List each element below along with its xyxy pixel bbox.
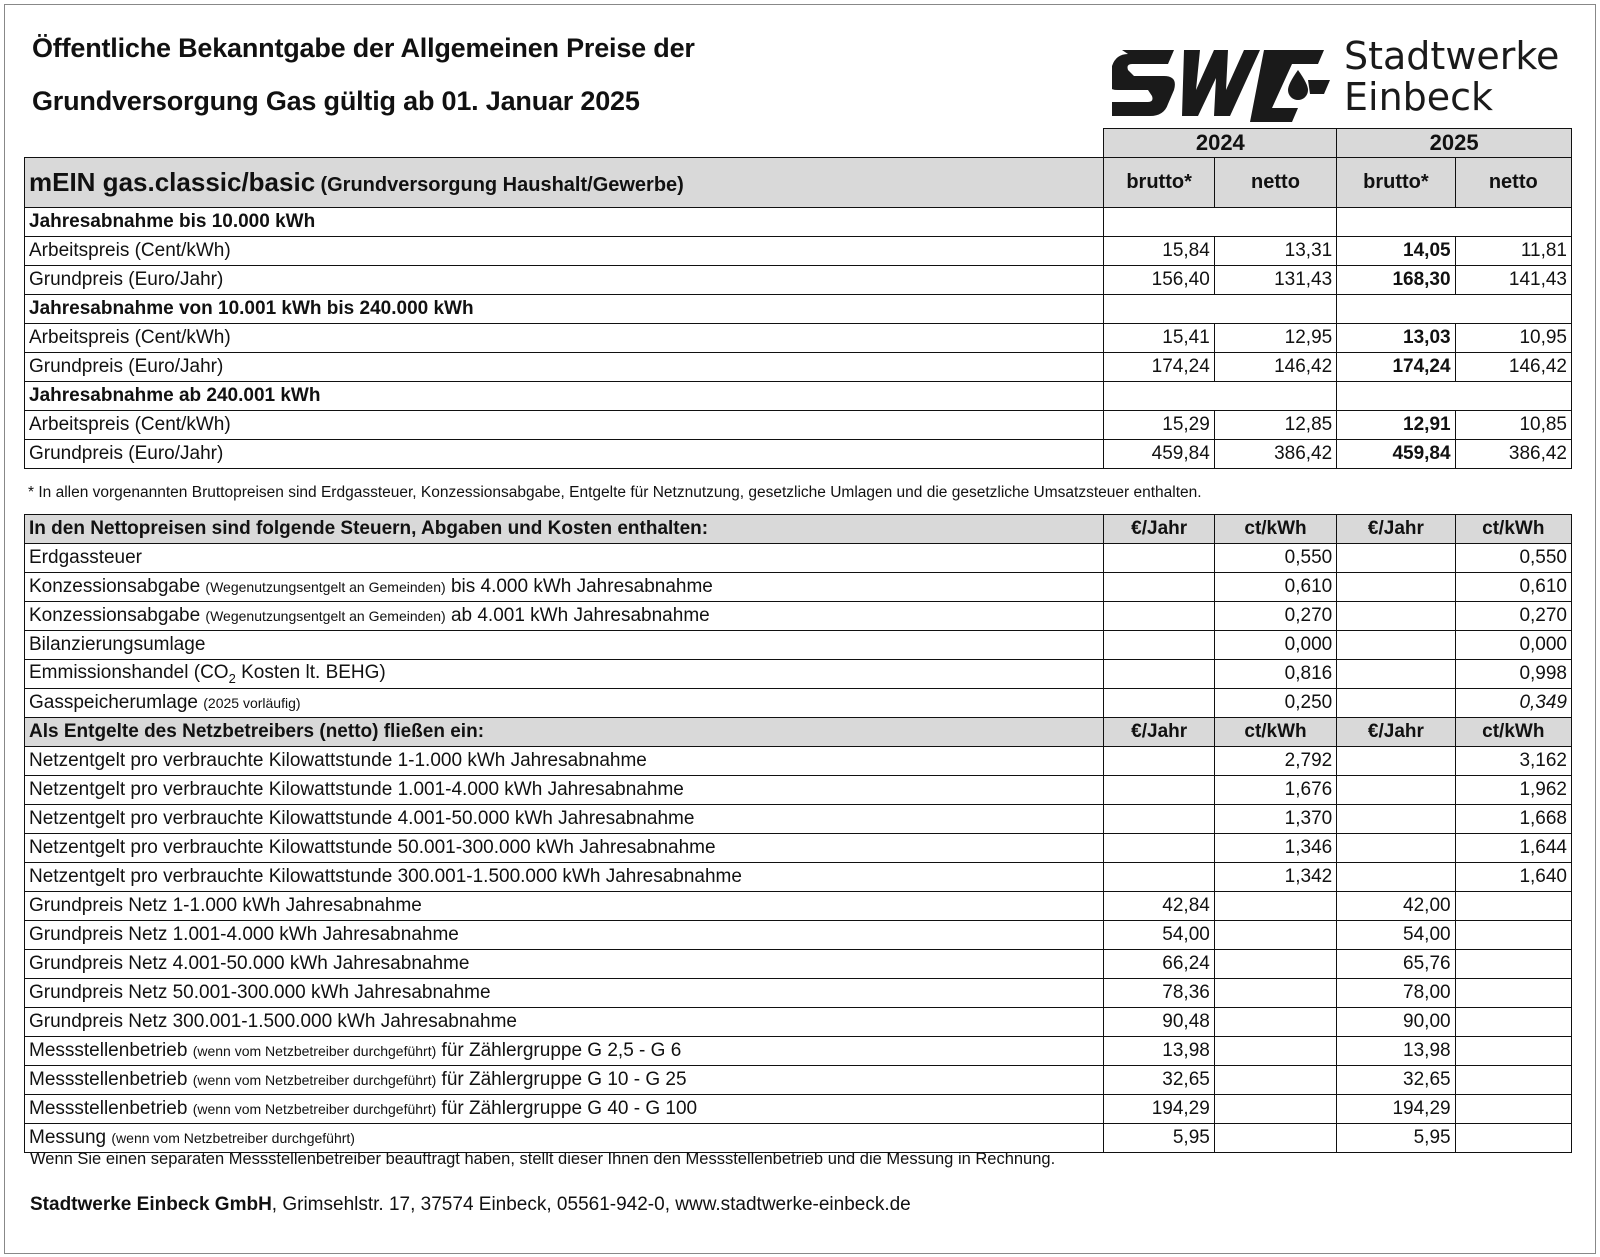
row-label-rest: Kosten lt. BEHG) <box>235 662 386 684</box>
row-label: Grundpreis Netz 1-1.000 kWh Jahresabnahme <box>25 892 1104 921</box>
eur-2024-value <box>1104 805 1214 834</box>
ct-2025-value: 1,640 <box>1455 863 1571 892</box>
col-ct-kwh-2024: ct/kWh <box>1214 515 1336 544</box>
netto-2024-value: 12,95 <box>1214 324 1336 353</box>
row-label-suffix: für Zählergruppe G 2,5 - G 6 <box>441 1040 682 1061</box>
col-ct-kwh-2024: ct/kWh <box>1214 718 1336 747</box>
table-row <box>25 1008 1572 1037</box>
page-title-line1: Öffentliche Bekanntgabe der Allgemeinen Preise der <box>32 33 695 63</box>
row-label: Grundpreis (Euro/Jahr) <box>25 353 1104 382</box>
table-row <box>25 747 1572 776</box>
brutto-2024-value: 15,84 <box>1104 237 1214 266</box>
netto-2025-value: 11,81 <box>1455 237 1571 266</box>
ct-2024-value <box>1214 1008 1336 1037</box>
eur-2024-value <box>1104 747 1214 776</box>
col-netto-2025: netto <box>1455 158 1571 208</box>
logo-word-1: Stadtwerke <box>1344 34 1560 78</box>
row-label-main: Messstellenbetrieb <box>29 1098 188 1119</box>
eur-2025-value <box>1337 863 1455 892</box>
year-2025-header: 2025 <box>1337 129 1572 158</box>
ct-2024-value: 0,610 <box>1214 573 1336 602</box>
table-row <box>25 950 1572 979</box>
row-label-note: (wenn vom Netzbetreiber durchgeführt) <box>192 1101 437 1117</box>
eur-2025-value: 5,95 <box>1337 1124 1455 1153</box>
row-label-note: (wenn vom Netzbetreiber durchgeführt) <box>192 1043 437 1059</box>
eur-2025-value <box>1337 805 1455 834</box>
section-heading: Jahresabnahme bis 10.000 kWh <box>25 208 1104 237</box>
table-row <box>25 324 1572 353</box>
product-name: mEIN gas.classic/basic <box>29 167 316 197</box>
row-label <box>25 1124 1104 1153</box>
row-label: Grundpreis Netz 300.001-1.500.000 kWh Jahresabnahme <box>25 1008 1104 1037</box>
row-label: Grundpreis Netz 4.001-50.000 kWh Jahresabnahme <box>25 950 1104 979</box>
table-row <box>25 440 1572 469</box>
brutto-2025-value: 174,24 <box>1337 353 1455 382</box>
ct-2025-value: 1,962 <box>1455 776 1571 805</box>
eur-2025-value <box>1337 689 1455 718</box>
price-table <box>24 128 1572 469</box>
eur-2024-value: 5,95 <box>1104 1124 1214 1153</box>
table-row <box>25 689 1572 718</box>
row-label-main: Gasspeicherumlage <box>29 692 198 713</box>
section-spacer-2025 <box>1337 382 1572 411</box>
ct-2025-value <box>1455 950 1571 979</box>
ct-2024-value <box>1214 979 1336 1008</box>
eur-2024-value <box>1104 660 1214 689</box>
brutto-2024-value: 156,40 <box>1104 266 1214 295</box>
ct-2024-value: 1,346 <box>1214 834 1336 863</box>
brutto-2025-value: 13,03 <box>1337 324 1455 353</box>
ct-2025-value: 1,668 <box>1455 805 1571 834</box>
eur-2025-value <box>1337 631 1455 660</box>
row-label-note: (Wegenutzungsentgelt an Gemeinden) <box>205 608 446 624</box>
row-label <box>25 544 1104 573</box>
ct-2024-value <box>1214 1066 1336 1095</box>
section-header-row <box>25 515 1572 544</box>
eur-2024-value: 42,84 <box>1104 892 1214 921</box>
swe-logo-mark <box>1112 40 1332 122</box>
ct-2024-value <box>1214 1095 1336 1124</box>
table-row <box>25 266 1572 295</box>
section-header-label: Als Entgelte des Netzbetreibers (netto) fließen ein: <box>25 718 1104 747</box>
row-label: Arbeitspreis (Cent/kWh) <box>25 237 1104 266</box>
table-row <box>25 921 1572 950</box>
brutto-2024-value: 15,41 <box>1104 324 1214 353</box>
ct-2025-value <box>1455 1037 1571 1066</box>
row-label <box>25 689 1104 718</box>
row-label <box>25 1066 1104 1095</box>
ct-2025-value <box>1455 979 1571 1008</box>
product-subtitle: (Grundversorgung Haushalt/Gewerbe) <box>320 174 684 196</box>
brutto-2024-value: 15,29 <box>1104 411 1214 440</box>
ct-2025-value <box>1455 1008 1571 1037</box>
eur-2025-value <box>1337 660 1455 689</box>
brutto-2024-value: 459,84 <box>1104 440 1214 469</box>
row-label-suffix: bis 4.000 kWh Jahresabnahme <box>450 576 713 597</box>
netto-2025-value: 146,42 <box>1455 353 1571 382</box>
col-netto-2024: netto <box>1214 158 1336 208</box>
row-label-note: (2025 vorläufig) <box>203 695 301 711</box>
ct-2024-value: 1,370 <box>1214 805 1336 834</box>
eur-2024-value <box>1104 689 1214 718</box>
eur-2025-value <box>1337 602 1455 631</box>
col-brutto-2025: brutto* <box>1337 158 1455 208</box>
brutto-2024-value: 174,24 <box>1104 353 1214 382</box>
ct-2025-value: 3,162 <box>1455 747 1571 776</box>
eur-2025-value: 32,65 <box>1337 1066 1455 1095</box>
ct-2025-value: 0,550 <box>1455 544 1571 573</box>
eur-2025-value: 54,00 <box>1337 921 1455 950</box>
row-label: Arbeitspreis (Cent/kWh) <box>25 324 1104 353</box>
table-row <box>25 1095 1572 1124</box>
row-label-note: (wenn vom Netzbetreiber durchgeführt) <box>111 1130 355 1146</box>
eur-2024-value: 13,98 <box>1104 1037 1214 1066</box>
eur-2024-value <box>1104 631 1214 660</box>
ct-2025-value: 0,998 <box>1455 660 1571 689</box>
ct-2025-value <box>1455 1066 1571 1095</box>
row-label: Grundpreis Netz 50.001-300.000 kWh Jahresabnahme <box>25 979 1104 1008</box>
section-header-row <box>25 718 1572 747</box>
eur-2024-value: 54,00 <box>1104 921 1214 950</box>
netto-2025-value: 141,43 <box>1455 266 1571 295</box>
ct-2025-value <box>1455 892 1571 921</box>
eur-2025-value: 90,00 <box>1337 1008 1455 1037</box>
section-spacer-2024 <box>1104 295 1337 324</box>
ct-2024-value <box>1214 950 1336 979</box>
section-spacer-2025 <box>1337 295 1572 324</box>
eur-2024-value <box>1104 776 1214 805</box>
col-eur-year-2025: €/Jahr <box>1337 718 1455 747</box>
eur-2024-value <box>1104 573 1214 602</box>
eur-2024-value <box>1104 602 1214 631</box>
row-label-main: Konzessionsabgabe <box>29 576 201 597</box>
logo-wordmark <box>1344 36 1559 118</box>
company-name: Stadtwerke Einbeck GmbH <box>30 1194 272 1215</box>
eur-2024-value <box>1104 863 1214 892</box>
eur-2025-value: 78,00 <box>1337 979 1455 1008</box>
empty-corner <box>25 129 1104 158</box>
ct-2025-value <box>1455 1124 1571 1153</box>
eur-2025-value: 65,76 <box>1337 950 1455 979</box>
row-label-main: Messung <box>29 1127 107 1148</box>
row-label: Grundpreis (Euro/Jahr) <box>25 440 1104 469</box>
row-label-suffix: für Zählergruppe G 40 - G 100 <box>441 1098 698 1119</box>
eur-2025-value: 13,98 <box>1337 1037 1455 1066</box>
brutto-footnote: * In allen vorgenannten Bruttopreisen sind Erdgassteuer, Konzessionsabgabe, Entgelte für Netznutzung, gesetzliche Umlagen und die gesetzliche Umsatzsteuer enthalten. <box>28 484 1202 501</box>
row-label-main: Messstellenbetrieb <box>29 1069 188 1090</box>
year-header-row <box>25 129 1572 158</box>
row-label-main: Emmissionshandel (CO <box>29 662 229 684</box>
row-label <box>25 602 1104 631</box>
product-header-row <box>25 158 1572 208</box>
ct-2024-value: 0,816 <box>1214 660 1336 689</box>
ct-2025-value: 0,000 <box>1455 631 1571 660</box>
eur-2024-value <box>1104 544 1214 573</box>
eur-2025-value: 194,29 <box>1337 1095 1455 1124</box>
netto-2024-value: 12,85 <box>1214 411 1336 440</box>
measurement-note: Wenn Sie einen separaten Messstellenbetreiber beauftragt haben, stellt dieser Ihnen den Messstellenbetrieb und die Messung in Rechnung. <box>30 1150 1056 1168</box>
row-label: Netzentgelt pro verbrauchte Kilowattstunde 300.001-1.500.000 kWh Jahresabnahme <box>25 863 1104 892</box>
section-heading: Jahresabnahme ab 240.001 kWh <box>25 382 1104 411</box>
eur-2024-value <box>1104 834 1214 863</box>
components-table <box>24 514 1572 1153</box>
netto-2025-value: 10,85 <box>1455 411 1571 440</box>
netto-2025-value: 386,42 <box>1455 440 1571 469</box>
components-table-body <box>25 515 1572 1153</box>
col-ct-kwh-2025: ct/kWh <box>1455 515 1571 544</box>
table-row <box>25 602 1572 631</box>
table-row <box>25 544 1572 573</box>
section-heading-row <box>25 208 1572 237</box>
table-row <box>25 863 1572 892</box>
section-spacer-2025 <box>1337 208 1572 237</box>
table-row <box>25 353 1572 382</box>
company-footer <box>30 1194 911 1216</box>
ct-2024-value <box>1214 1124 1336 1153</box>
netto-2024-value: 131,43 <box>1214 266 1336 295</box>
row-label <box>25 660 1104 689</box>
col-ct-kwh-2025: ct/kWh <box>1455 718 1571 747</box>
table-row <box>25 411 1572 440</box>
netto-2024-value: 386,42 <box>1214 440 1336 469</box>
row-label-main: Messstellenbetrieb <box>29 1040 188 1061</box>
page-title-line2: Grundversorgung Gas gültig ab 01. Januar 2025 <box>32 86 640 116</box>
table-row <box>25 660 1572 689</box>
ct-2024-value: 1,342 <box>1214 863 1336 892</box>
brutto-2025-value: 14,05 <box>1337 237 1455 266</box>
section-spacer-2024 <box>1104 208 1337 237</box>
table-row <box>25 805 1572 834</box>
ct-2025-value: 0,270 <box>1455 602 1571 631</box>
ct-2024-value: 2,792 <box>1214 747 1336 776</box>
col-eur-year-2024: €/Jahr <box>1104 718 1214 747</box>
netto-2024-value: 13,31 <box>1214 237 1336 266</box>
ct-2024-value: 1,676 <box>1214 776 1336 805</box>
eur-2024-value: 78,36 <box>1104 979 1214 1008</box>
col-brutto-2024: brutto* <box>1104 158 1214 208</box>
table-row <box>25 892 1572 921</box>
row-label <box>25 1037 1104 1066</box>
row-label: Grundpreis Netz 1.001-4.000 kWh Jahresabnahme <box>25 921 1104 950</box>
product-title <box>25 158 1104 208</box>
section-heading-row <box>25 382 1572 411</box>
table-row <box>25 1037 1572 1066</box>
row-label: Netzentgelt pro verbrauchte Kilowattstunde 50.001-300.000 kWh Jahresabnahme <box>25 834 1104 863</box>
netto-2024-value: 146,42 <box>1214 353 1336 382</box>
row-label-main: Bilanzierungsumlage <box>29 634 206 655</box>
table-row <box>25 237 1572 266</box>
eur-2025-value <box>1337 573 1455 602</box>
ct-2024-value: 0,250 <box>1214 689 1336 718</box>
ct-2025-value: 0,349 <box>1455 689 1571 718</box>
ct-2025-value: 0,610 <box>1455 573 1571 602</box>
section-spacer-2024 <box>1104 382 1337 411</box>
year-2024-header: 2024 <box>1104 129 1337 158</box>
row-label: Arbeitspreis (Cent/kWh) <box>25 411 1104 440</box>
table-row <box>25 1066 1572 1095</box>
col-eur-year-2025: €/Jahr <box>1337 515 1455 544</box>
ct-2024-value <box>1214 921 1336 950</box>
ct-2025-value: 1,644 <box>1455 834 1571 863</box>
row-label: Grundpreis (Euro/Jahr) <box>25 266 1104 295</box>
netto-2025-value: 10,95 <box>1455 324 1571 353</box>
ct-2024-value <box>1214 892 1336 921</box>
eur-2025-value <box>1337 544 1455 573</box>
eur-2024-value: 194,29 <box>1104 1095 1214 1124</box>
eur-2024-value: 90,48 <box>1104 1008 1214 1037</box>
table-row <box>25 1124 1572 1153</box>
ct-2024-value: 0,270 <box>1214 602 1336 631</box>
eur-2025-value: 42,00 <box>1337 892 1455 921</box>
section-header-label: In den Nettopreisen sind folgende Steuern, Abgaben und Kosten enthalten: <box>25 515 1104 544</box>
row-label-note: (wenn vom Netzbetreiber durchgeführt) <box>192 1072 437 1088</box>
row-label-main: Erdgassteuer <box>29 547 143 568</box>
row-label-note: (Wegenutzungsentgelt an Gemeinden) <box>205 579 446 595</box>
brutto-2025-value: 12,91 <box>1337 411 1455 440</box>
table-row <box>25 631 1572 660</box>
ct-2025-value <box>1455 921 1571 950</box>
price-table-body <box>25 208 1572 469</box>
company-logo <box>1112 36 1582 126</box>
col-eur-year-2024: €/Jahr <box>1104 515 1214 544</box>
brutto-2025-value: 459,84 <box>1337 440 1455 469</box>
row-label: Netzentgelt pro verbrauchte Kilowattstunde 1.001-4.000 kWh Jahresabnahme <box>25 776 1104 805</box>
section-heading-row <box>25 295 1572 324</box>
eur-2024-value: 66,24 <box>1104 950 1214 979</box>
row-label: Netzentgelt pro verbrauchte Kilowattstunde 4.001-50.000 kWh Jahresabnahme <box>25 805 1104 834</box>
eur-2024-value: 32,65 <box>1104 1066 1214 1095</box>
row-label-suffix: für Zählergruppe G 10 - G 25 <box>441 1069 687 1090</box>
ct-2024-value: 0,000 <box>1214 631 1336 660</box>
ct-2025-value <box>1455 1095 1571 1124</box>
ct-2024-value: 0,550 <box>1214 544 1336 573</box>
row-label <box>25 573 1104 602</box>
company-address: , Grimsehlstr. 17, 37574 Einbeck, 05561-942-0, www.stadtwerke-einbeck.de <box>271 1194 911 1215</box>
section-heading: Jahresabnahme von 10.001 kWh bis 240.000 kWh <box>25 295 1104 324</box>
logo-word-2: Einbeck <box>1344 75 1494 119</box>
row-label: Netzentgelt pro verbrauchte Kilowattstunde 1-1.000 kWh Jahresabnahme <box>25 747 1104 776</box>
row-label <box>25 1095 1104 1124</box>
eur-2025-value <box>1337 776 1455 805</box>
eur-2025-value <box>1337 747 1455 776</box>
row-label-suffix: ab 4.001 kWh Jahresabnahme <box>450 605 710 626</box>
table-row <box>25 979 1572 1008</box>
ct-2024-value <box>1214 1037 1336 1066</box>
brutto-2025-value: 168,30 <box>1337 266 1455 295</box>
eur-2025-value <box>1337 834 1455 863</box>
row-label <box>25 631 1104 660</box>
table-row <box>25 573 1572 602</box>
row-label-main: Konzessionsabgabe <box>29 605 201 626</box>
table-row <box>25 776 1572 805</box>
row-label-subscript: 2 <box>228 670 236 686</box>
table-row <box>25 834 1572 863</box>
